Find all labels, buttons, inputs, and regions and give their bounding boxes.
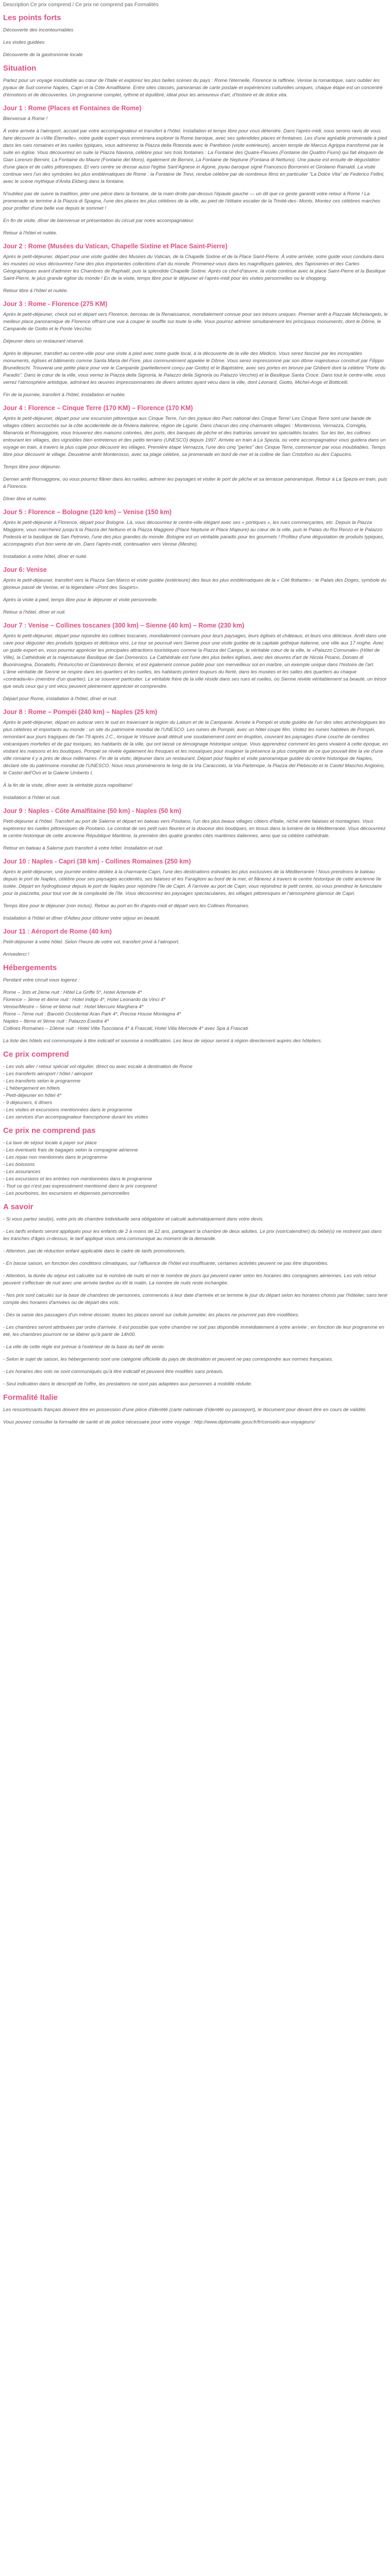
hebergements-list — [3, 989, 388, 1032]
section-title-prix-ne-comprend: Ce prix ne comprend pas — [3, 1126, 96, 1135]
day-block — [3, 807, 388, 852]
day-paragraph: Installation à l'hôtel et dîner d'Adieu pour clôturer votre séjour en beauté. — [3, 916, 161, 921]
list-item: - Les transferts aéroport / hôtel / aéroport — [3, 1071, 93, 1077]
list-item: Venise/Mestre – 5ème et 6ème nuit : Hotel Mercure Marghera 4* — [3, 1004, 144, 1010]
a-savoir-paragraph: - Selon le sujet de saison, les hébergements sont une catégorie officielle du pays de destination et peuvent ne pas correspondre aux normes françaises. — [3, 1357, 334, 1362]
section-title-points-forts: Les points forts — [3, 13, 61, 22]
a-savoir-paragraph: - Si vous partez seul(e), votre prix de chambre individuelle sera obligatoire et calculé automatiquement dans votre devis. — [3, 1216, 264, 1222]
hebergements-note: La liste des hôtels est communiquée à titre indicatif et soumise à modification. Les lieux de séjour seront à région directement auprès des hôteliers. — [3, 1038, 322, 1044]
day-paragraph: Départ pour Rome, installation à l'hôtel, dîner et nuit. — [3, 696, 118, 702]
day-paragraph: Retour à l'hôtel et nuitée. — [3, 230, 58, 236]
day-title: Jour 1 : Rome (Places et Fontaines de Rome) — [3, 105, 142, 112]
list-item: - Les boissons — [3, 1162, 35, 1167]
day-title: Jour 3 : Rome - Florence (275 KM) — [3, 300, 108, 308]
day-paragraph: N'oubliez pas de suivre la tradition, jeter une pièce dans la fontaine, de la main droite par-dessus l'épaule gauche — un dit que ce geste garantit votre retour à Rome ! La promenade se termine à la Piazza di Spagna, l'une des places les plus célèbres de la ville, au pied de l'élitaire escalier de la Trinité-des- Monts. Montez ces célèbres marches pour profiter d'une belle vue depuis le sommet ! — [3, 191, 381, 211]
day-paragraph: Dîner libre et nuitée. — [3, 496, 47, 502]
day-block — [3, 927, 388, 958]
day-title: Jour 8 : Rome – Pompéi (240 km) – Naples (25 km) — [3, 708, 157, 716]
day-paragraph: Retour en bateau à Salerne puis transfert à votre hôtel. Installation et nuit. — [3, 845, 164, 851]
points-forts-item: Découverte de la gastronomie locale — [3, 52, 83, 58]
list-item: - Les pourboires, les excursions et dépenses personnelles — [3, 1191, 130, 1196]
list-item: - L'hébergement en hôtels — [3, 1086, 60, 1091]
list-item: - Les transferts selon le programme — [3, 1078, 80, 1084]
list-item: - 9 déjeuners, 6 dîners — [3, 1100, 53, 1106]
situation-section — [3, 64, 388, 99]
list-item: - Les excursions et les entrées non mentionnées dans le programme — [3, 1176, 152, 1182]
day-paragraph: Petit-déjeuner à l'hôtel. Transfert au port de Salerne et départ en bateau vers Positano, l'un des plus beaux villages côtiers d'Italie, niché entre falaises et montagnes. Vous explorerez les ruelles pittoresques de Positano. Le combat de ses petit rues fleuries et la douceur des boutiques, en tissus dans la lumière de la Méditerranée. Vous découvrirez le centre historique de cette ancienne République Maritime, la première des quatre grandes cités maritimes italiennes, ainsi que sa célèbre cathédrale. — [3, 819, 386, 839]
prix-ne-comprend-section — [3, 1126, 388, 1197]
a-savoir-paragraph: - En basse saison, en fonction des conditions climatiques, sur l'affluence de l'hôtel est insuffisante, certaines activités peuvent ne pas être disponibles. — [3, 1261, 329, 1266]
day-paragraph: Dernier arrêt Riomaggiore, où vous pourrez flâner dans les ruelles, admirer les paysages et visiter le port de pêche et sa terrasse panoramique. Retour à La Spezia en train, puis à Florence. — [3, 477, 387, 489]
day-title: Jour 11 : Aéroport de Rome (40 km) — [3, 928, 112, 935]
day-paragraph: À la fin de la visite, dîner avec la véritable pizza napolitaine! — [3, 783, 133, 788]
section-title-situation: Situation — [3, 64, 37, 73]
formalites-paragraph: Les ressortissants français doivent être en possession d'une pièce d'identité (carte nationale d'identité ou passeport), le document pour devant être en cours de validité. — [3, 1407, 367, 1413]
list-item: - Les repas non mentionnés dans le programme — [3, 1155, 108, 1160]
day-paragraph: Après le petit-déjeuner, départ pour une excursion pittoresque aux Cinque Terre, l'un des joyaux des Parc national des Cinque Terre! Les Cinque Terre sont une bande de villages côtiers accrochés sur la côte accidentelle de la Riviera italienne, région de Ligurie. Dans chacun des cinq charmants villages : Monterosso, Vernazza, Corniglia, Manarola et Riomaggiore, vous trouverez des maisons colorées, des ports, des banques de pêche et des trattorias servant les spécialités locales. Sur les tier, les collines entourant les villages, des vignobles bien entretenus et des petits terrains (UNESCO) depuis 1997. Arrivée en train à La Spezia, où votre accompagnateur vous guidera dans un voyage en train, à travers la plus copie pour découvrir les villages. Première étape Vernazza, l'une des cinq "perles" des Cinque Terre, commencer par vous inoubliables. Temps libre pour découvrir le village. Deuxième arrêt Monterosso, avec sa plage célèbre, sa promenade en bord de mer et la colline de San Cristoforo ou des Capucins. — [3, 416, 386, 457]
day-paragraph: En fin de visite, dîner de bienvenue et présentation du circuit par notre accompagnateur. — [3, 218, 194, 224]
day-title: Jour 5 : Florence – Bologne (120 km) – Venise (150 km) — [3, 509, 172, 516]
hebergements-lead: Pendant votre circuit vous logerez : — [3, 977, 80, 983]
a-savoir-paragraph: - Dès la saisie des passagers d'un même dossier, toutes les places seront sur cellule jumelée; les places ne pourront pas être modifiées. — [3, 1312, 300, 1318]
day-paragraph: Après le petit-déjeuner, départ en autocar vers le sud en traversant la région du Latium et de la Campanie. Arrivée à Pompéi et visite guidée de l'un des sites archéologiques les plus célèbres et importants au monde : un site du patrimoine mondial de l'UNESCO. Les ruines de Pompéi, avec un hôtel coupe film. Visitez les ruines habitées de Pompéi, remontant aux jours tragiques de l'an 79 après J.C., lorsque le Vésuve avait détruit une soudainement ceint en éruption, couvrant les paysages d'une couche de cendres volcaniques mortelles et de gaz toxiques, les habitants de la ville, qui ont laissé ce témoignage historique unique. Vous apprendrez comment les gens vivaient à cette époque, en visitant les maisons et les boutiques. Pompéi se révèle également les fresques et les mosaïques pour imaginer la présence la plus complète de ce que pouvait être la vie d'une ville romaine il y a près de deux millénaires. Fin de la visite, déjeuner dans un restaurant. Départ pour Naples et visite panoramique guidée du centre historique de Naples, déclaré site du patrimoine mondial de l'UNESCO. Nous nous promènerons le long de la Via Caracciolo, la Via Partenope, la Piazza del Plebiscito et le Castel Maschio Angioino, le Castel dell'Ovo et la Galerie Umberto I. — [3, 720, 388, 776]
day-block — [3, 857, 388, 922]
day-paragraph: Petit-déjeuner à votre hôtel. Selon l'heure de votre vol, transfert privé à l'aéroport. — [3, 939, 180, 945]
points-forts-item: Les visites guidées — [3, 40, 45, 45]
day-paragraph: Retour à l'hôtel, dîner et nuit. — [3, 609, 66, 615]
day-paragraph: Installation à votre hôtel, dîner et nuité. — [3, 554, 88, 560]
a-savoir-paragraph: - Les horaires des vols ne sont communiqués qu'à titre indicatif et peuvent être modifiés sans préavis. — [3, 1369, 224, 1375]
hebergements-section — [3, 963, 388, 1045]
day-title: Jour 10 : Naples - Capri (38 km) - Collines Romaines (250 km) — [3, 858, 191, 865]
a-savoir-paragraph: - Les tarifs enfants seront appliqués pour les enfants de 2 à moins de 12 ans, partageant la chambre de deux adultes. Le prix (voir/calendrier) du bébé(s) ne restreint pas dans les tranches d'âges ci-dessus, le tarif appliqué vous sera communiqué au moment de la demande. — [3, 1229, 382, 1242]
day-paragraph: Temps libre pour déjeuner. — [3, 464, 61, 470]
points-forts-section — [3, 13, 388, 59]
section-title-a-savoir: A savoir — [3, 1202, 34, 1211]
day-paragraph: Après le petit-déjeuner, check out et départ vers Florence, berceau de la Renaissance, mondialement connue pour ses trésors uniques. Premier arrêt à Piazzale Michelangelo, le meilleur place panoramique de Florence offrant une vue à couper le souffle sur toute la ville. Vous pourrez admirer simultanément les principaux monuments, dont le Dôme, le Campanile de Giotto et le Ponte Vecchio. — [3, 312, 388, 332]
a-savoir-paragraph: - Nos prix sont calculés sur la base de chambres de personnes, commencés à leur date d'arrivée et se termine le jour du départ selon les horaires choisis par l'hôtelier, sans tenir compte des horaires d'arrivées ou de départ des vols. — [3, 1293, 388, 1306]
day-block — [3, 566, 388, 616]
list-item: Naples – 8ème et 9ème nuit : Palazzo Esedra 4* — [3, 1019, 109, 1024]
list-item: - Les services d'un accompagnateur francophone durant les visites — [3, 1114, 149, 1120]
day-paragraph: Après le petit-déjeuner, une journée entière dédiée à la charmante Capri, l'une des destinations estivales les plus exclusives de la Méditerranée ! Nous prendrons le bateau depuis le port de Naples, célèbre pour ses paysages accidentés, ses falaises et les Faraglioni au bord de la mer, et flânerez à travers le centre historique de cette ancienne île isolée. Départ en hydroglisseur depuis le port de Naples pour rejoindre l'île de Capri. À l'arrivée au port de Capri, vous rejoindrez le petit centre, où vous prendrez le funiculaire pour la piazzetta, pour tout voir de la complexité de l'île. Vous découvrirez les paysages spectaculaires, les villages pittoresques et l'atmosphère glamour de Capri. — [3, 869, 382, 896]
section-title-hebergements: Hébergements — [3, 963, 57, 972]
section-title-formalites: Formalité Italie — [3, 1393, 58, 1402]
section-title-prix-comprend: Ce prix comprend — [3, 1050, 69, 1059]
day-title: Jour 9 : Naples - Côte Amalfitaine (50 km) - Naples (50 km) — [3, 807, 182, 815]
formalites-section — [3, 1393, 388, 1426]
day-paragraph: Fin de la journée, transfert à l'hôtel, installation et nuitée. — [3, 392, 126, 398]
list-item: - Petit-déjeuner en hôtel 4* — [3, 1093, 62, 1098]
list-item: - Les vols aller / retour spécial vol régulier, direct ou avec escale à destination de Rome — [3, 1064, 192, 1070]
day-title: Jour 6: Venise — [3, 566, 47, 573]
day-paragraph: Installation à l'hôtel et nuit. — [3, 795, 61, 801]
points-forts-item: Découverte des incontournables — [3, 27, 74, 33]
day-title: Jour 7 : Venise – Collines toscanes (300 km) – Sienne (40 km) – Rome (230 km) — [3, 622, 245, 629]
day-block — [3, 404, 388, 503]
list-item: Rome – 3nts et 2ème nuit : Hôtel La Griffe 5*, Hotel Artemide 4* — [3, 990, 142, 995]
tab-bar[interactable]: Description Ce prix comprend / Ce prix ne comprend pas Formalités — [3, 2, 159, 8]
situation-text: Partez pour un voyage inoubliable au cœur de l'Italie et explorez les plus belles scènes du pays : Rome l'éternelle, Florence la raffinée, Venise la romantique, sans oublier les joyaux de Sud comme Naples, Capri et la Côte Amalfitaine. Entre sites classés, panoramas de carte postale et expériences culturelles uniques, chaque étape est un concentré d'émotions et de découvertes. Un programme complet, rythmé et équilibré, idéal pour les amoureux d'art, d'histoire et de dolce vita. — [3, 78, 383, 98]
day-paragraph: Déjeuner dans un restaurant réservé. — [3, 338, 85, 344]
day-title: Jour 4 : Florence – Cinque Terre (170 KM) – Florence (170 KM) — [3, 404, 193, 412]
a-savoir-section — [3, 1202, 388, 1388]
day-paragraph: Après le petit-déjeuner, départ pour une visite guidée des Musées du Vatican, de la Chapelle Sixtine et de la Place Saint-Pierre. À votre arrivée, votre guide vous conduira dans les musées où vous découvrirez l'une des plus importantes collections d'art du monde. Promenez-vous dans les magnifiques galeries, des Tapisseries et des Cartes Géographiques avant d'admirer les Chambres de Raphaël, puis la splendide Chapelle Sixtine. Après ce chef-d'œuvre, la visite continue avec la place Saint-Pierre et la Basilique Saint-Pierre, le plus grande église du monde ! En de la visite, temps libre pour le déjeuner et l'après-midi pour les visites personnelles ou le shopping. — [3, 254, 386, 281]
day-paragraph: Après le petit-déjeuner à Florence, départ pour Bologne. Là, vous découvrirez le centre-ville élégant avec ses « portiques », les rues commerçantes, etc. Depuis la Piazza Maggiore, vous marcherez jusqu'à la Piazza del Nettuno et la Piazza Maggiore (Place Neptune et Place Majeure) au cœur de la ville, puis le Palais du Roi Renzo et le Palazzo Podestà et la basilique de San Petronio, l'une des plus grandes du monde. Bologne est un véritable paradis pour les gourmets ! Profitez d'une dégustation de produits typiques, accompagnés d'un bon verre de vin. Dans l'après-midi, continuation vers Venise (Mestre). — [3, 520, 384, 547]
prix-ne-comprend-list — [3, 1140, 388, 1197]
day-block — [3, 621, 388, 703]
day-paragraph: À votre arrivée à l'aéroport, accueil par votre accompagnateur et transfert à l'hôtel. Installation et temps libre pour vous détendre. Dans l'après-midi, nous serons ravis de vous faire découvrir la «Ville Éternelle», notre guide expert vous emmènera explorer la Rome baroque, avec ses splendides places et fontaines. Les d'une agréable promenade à pied dans les rues romaines et les ruelles typiques, vous admirerez la Piazza della Rotonda avec le Panthéon (visite extérieure), ancien temple de Marcus Agrippa transformé par la suite en église. Vous découvrirez en suite la Piazza Navona, célèbre pour ses trois fontaines : La Fontaine des Quatre-Fleuves (Fontaine dei Quattro Fiumi) qui fait éloquem de Gian Lorenzo Bernini, La Fontaine du Maure (Fontaine del Moro), également de Bernini, La Fontaine de Neptune (Fontana di Nettuno). Une pause est ensuite de dégustation d'une glace et de cafés pittoresques. Et vers centre se dresse aussi l'église Sant'Agnese in Agone, joyau baroque signé Francesco Borromini et Girolamo Rainaldi. La visite continue vers l'un des symboles les plus emblématiques de Rome : la Fontaine de Trevi, rendue célèbre par de nombreux films en particulier "La Dolce Vita" de Federico Fellini, avec le scène mythique d'Anita Ekberg dans la fontaine. — [3, 128, 387, 184]
day-paragraph: Temps libre pour le déjeuner (non inclus). Retour au port en fin d'après-midi et départ vers les Collines Romaines. — [3, 903, 250, 909]
a-savoir-paragraph: - Attention, pas de réduction enfant applicable dans le cadre de tarifs promotionnels. — [3, 1248, 186, 1254]
a-savoir-paragraph: - Seul indication dans le descriptif de l'offre, les prestations ne sont pas adaptées aux personnes à mobilité réduite. — [3, 1381, 252, 1387]
list-item: - Les éventuels frais de bagages selon la compagnie aérienne — [3, 1147, 138, 1153]
list-item: - La taxe de séjour locale à payer sur place — [3, 1140, 97, 1146]
list-item: Florence – 3ème et 4ème nuit : Hotel Indigo 4*, Hotel Leonardo da Vinci 4* — [3, 997, 166, 1003]
day-title: Jour 2 : Rome (Musées du Vatican, Chapelle Sixtine et Place Saint-Pierre) — [3, 243, 227, 250]
day-block — [3, 508, 388, 561]
prix-comprend-section — [3, 1050, 388, 1121]
day-paragraph: Bienvenue à Rome ! — [3, 116, 48, 122]
day-block — [3, 300, 388, 399]
day-paragraph: Arrivederci ! — [3, 952, 29, 957]
prix-comprend-list — [3, 1063, 388, 1121]
day-paragraph: Après le petit-déjeuner, départ pour rejoindre les collines toscanes, mondialement connues pour leurs paysages, leurs églises et châteaux, et leurs vins délicieux. Arrêt dans une cave pour déguster des produits typiques et délicieux vins. Le tour se poursuit vers Sienne pour une visite guidée de la capitale gothique italienne, une ville aux 17 rioghe. Avec un guide expert en, vous pourrez apprécier les principales attractions touristiques comme la Piazza del Campo, le véritable cœur de la ville, le «Palazzo Comunale» (Hôtel de Ville), la Cathédrale et la majestueuse Basilique de San Domenico. La Cathédrale est l'une des plus belles églises, avec des œuvres d'art de Nicola Pisano, Donato di Buoninsegna, Donatello, Pinturicchio et Gianlorenzo Bernini, et est également connue publié pour son merveilleux sol en marbre, un exemple unique dans l'histoire de l'art. L'âme véritable de Sienne se respire dans les quartiers et les ruelles, les habitants portent toujours du fierté, dans les musées et les salles des quartiers au chaque «contrada»le» (membre d'un quartier). Le se souvenir particulier. Le véritable frère de la ville réside dans ses rues et ruelles, où Sienne révèle véritablement sa beauté, un trésor que seuls ceux qui y ont vécu peuvent pleinement apprécier et comprendre. — [3, 633, 387, 689]
list-item: Rome – 7ème nuit : Barceló Occidental Aran Park 4*, Precise House Montagna 4* — [3, 1011, 181, 1017]
formalites-paragraph: Vous pouvez consulter la formalité de santé et de police nécessaire pour votre voyage : http://www.diplomatie.gouv.fr/fr/conseils-aux-voyageurs/ — [3, 1419, 315, 1425]
day-block — [3, 708, 388, 802]
days-section — [3, 104, 388, 958]
day-paragraph: Après la visite à pied, temps libre pour le déjeuner et visite personnelle. — [3, 597, 158, 603]
a-savoir-paragraph: - Attention, la durée du séjour est calculée sur le nombre de nuits et non le nombre de jours qui peuvent varier selon les horaires des compagnies aériennes. Les vols retour peuvent s'effectuer de nuit avec une arrivée tardive ou tôt le matin. La nombre de nuits reste inchangée. — [3, 1273, 377, 1286]
list-item: - Les assurances — [3, 1169, 41, 1175]
day-block — [3, 104, 388, 237]
a-savoir-paragraph: - Les chambres seront attribuées par ordre d'arrivée. Il est possible que votre chambre ne soit pas disponible immédiatement à votre arrivée ; en fonction de leur programme en été, les chambres pourront ne se libérer qu'à partir de 14h00. — [3, 1325, 384, 1337]
day-paragraph: Retour libre à l'hôtel et nuitée. — [3, 288, 68, 294]
list-item: - Les visites et excursions mentionnées dans le programme — [3, 1107, 133, 1113]
list-item: - Tout ce qui n'est pas expressément mentionné dans le prix comprend — [3, 1183, 157, 1189]
a-savoir-paragraph: - La ville de cette règle est prévue à l'extérieur de la base du tarif de vente. — [3, 1344, 165, 1350]
day-paragraph: Après le déjeuner, transfert au centre-ville pour une visite à pied avec notre guide local, à la découverte de la ville des Médicis. Vous serez fasciné par les incroyables monuments, églises et bâtiments comme Santa Maria del Fiore, plus communément appelée le Dôme. Vous serez impressionné par son dôme majestueux construit par Filippo Brunelleschi. Trouverai une petite place pour voir le Campanile (partiellement conçu par Giotto) et le Baptistère, avec ses portes en bronze par Ghiberti dont la célèbre "Porte du Paradis". Dans le cœur de la ville, vous verrez la Piazza della Signoria, le Palazzo della Signoria ou Palazzo Vecchio) et la Basilique Santa Croce. Dans tout le centre-ville, vous verrez l'atmosphère artistique, admirant les œuvres impressionnantes de divers artistes ayant vécu dans la ville, dont Léonard, Giotto, Michel-Ange et Botticelli. — [3, 351, 386, 385]
day-block — [3, 242, 388, 295]
day-paragraph: Après le petit-déjeuner, transfert vers la Piazza San Marco et visite guidée (extérieure) des lieux les plus emblématiques de la « Cité flottante» : le Palais des Doges, symbole du glorieux passé de Venise, et la légendaire «Pont des Soupirs». — [3, 578, 386, 590]
list-item: Collines Romaines – 10ème nuit : Hotel Villa Tuscolana 4* à Frascati, Hotel Villa Mercede 4* avec Spa à Frascati — [3, 1026, 248, 1031]
